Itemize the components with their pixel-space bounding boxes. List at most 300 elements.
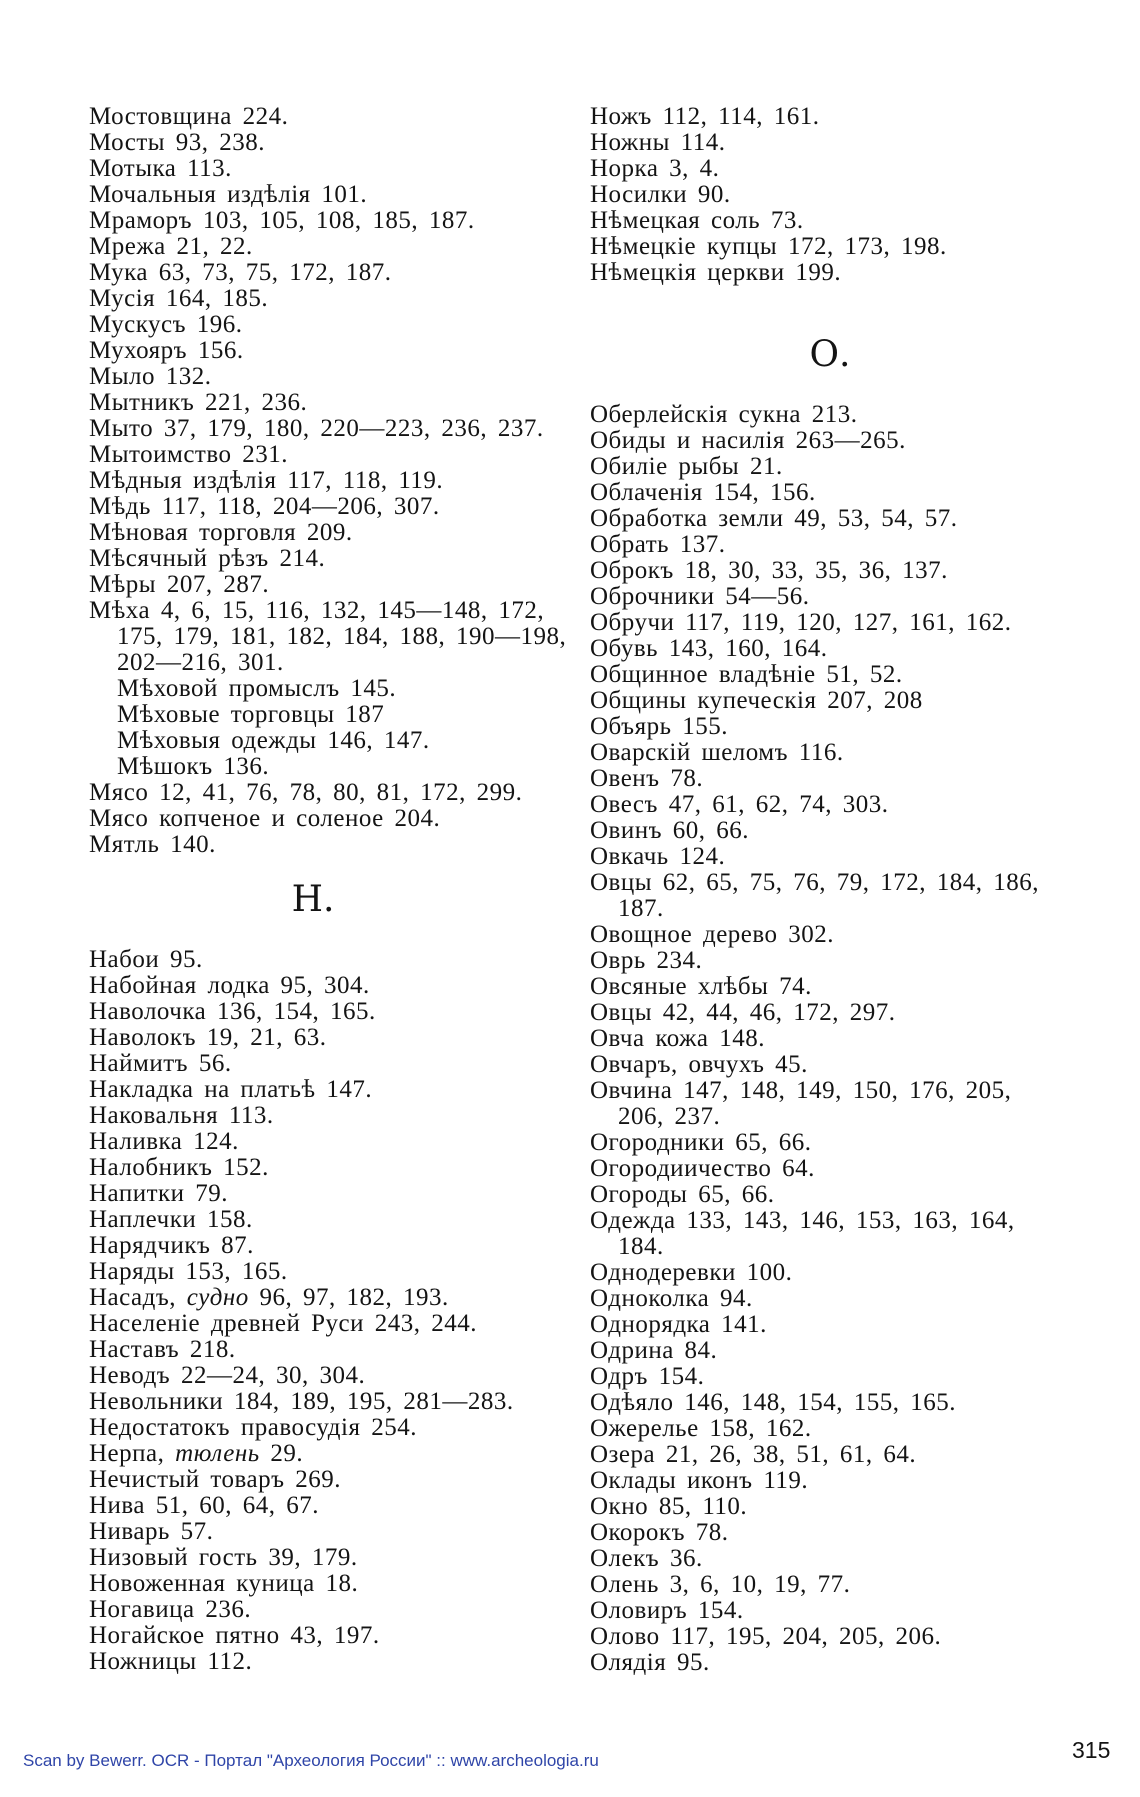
entry-text: Овинъ 60, 66. <box>590 817 750 844</box>
index-entry <box>590 1286 1039 1312</box>
entry-text: Мочальныя издѣлія 101. <box>89 181 368 208</box>
entry-line <box>89 1545 514 1571</box>
entry-text: Мѣшокъ 136. <box>117 753 270 780</box>
entry-text: Мыло 132. <box>89 363 212 390</box>
index-entry <box>89 1077 514 1103</box>
entry-text: Мука 63, 73, 75, 172, 187. <box>89 259 392 286</box>
index-entry <box>89 999 514 1025</box>
entry-text: Овсяные хлѣбы 74. <box>590 973 812 1000</box>
index-subentry <box>89 676 566 702</box>
entry-line <box>590 714 1039 740</box>
scan-credit: Scan by Bewerr. OCR - Портал "Археология России" :: www.archeologia.ru <box>23 1751 599 1770</box>
entry-line <box>89 130 566 156</box>
index-entry <box>89 1181 514 1207</box>
entry-text: Овощное дерево 302. <box>590 921 835 948</box>
entry-text: Мрежа 21, 22. <box>89 233 253 260</box>
index-entry <box>89 520 566 546</box>
entry-text: Нѣмецкія церкви 199. <box>590 259 842 286</box>
entry-line <box>89 286 566 312</box>
entry-line <box>590 636 1039 662</box>
entry-line <box>590 558 1039 584</box>
entry-text: Оброчники 54—56. <box>590 583 810 610</box>
entry-text: Одноколка 94. <box>590 1285 753 1312</box>
entry-text: Новоженная куница 18. <box>89 1570 359 1597</box>
entry-line: Одежда 133, 143, 146, 153, 163, 164, <box>590 1207 1015 1234</box>
entry-text: Ногавица 236. <box>89 1596 252 1623</box>
entry-text: Обувь 143, 160, 164. <box>590 635 828 662</box>
index-entry <box>590 1000 1039 1026</box>
index-entry <box>590 1312 1039 1338</box>
entry-text: Мыто 37, 179, 180, 220—223, 236, 237. <box>89 415 544 442</box>
index-entry <box>89 312 566 338</box>
index-entry <box>590 1052 1039 1078</box>
index-entry <box>89 234 566 260</box>
entry-text: Объярь 155. <box>590 713 728 740</box>
entry-text: Наймитъ 56. <box>89 1050 232 1077</box>
index-entry <box>89 947 514 973</box>
entry-text: Мѣры 207, 287. <box>89 571 270 598</box>
entry-line <box>89 338 566 364</box>
entry-line <box>89 468 566 494</box>
index-entry <box>89 468 566 494</box>
entry-text: Овча кожа 148. <box>590 1025 765 1052</box>
entry-line <box>89 999 514 1025</box>
entry-line <box>590 1572 1039 1598</box>
entry-text: Мясо 12, 41, 76, 78, 80, 81, 172, 299. <box>89 779 523 806</box>
entry-line <box>89 1519 514 1545</box>
index-entry <box>590 402 1039 428</box>
entry-line <box>89 312 566 338</box>
entry-text: Оброкъ 18, 30, 33, 35, 36, 137. <box>590 557 948 584</box>
index-entry <box>590 1208 1039 1260</box>
entry-line: Овчина 147, 148, 149, 150, 176, 205, <box>590 1077 1012 1104</box>
index-entry <box>590 532 1039 558</box>
entry-continuation-line: 206, 237. <box>618 1103 721 1130</box>
entry-line <box>89 947 514 973</box>
index-entry <box>590 1650 1039 1676</box>
entry-line <box>590 506 1039 532</box>
entry-continuation-line: 175, 179, 181, 182, 184, 188, 190—198, <box>117 623 567 650</box>
entry-text: Носилки 90. <box>590 181 731 208</box>
entry-line <box>590 1598 1039 1624</box>
index-entry <box>89 1389 514 1415</box>
entry-line <box>590 766 1039 792</box>
entry-text: Обиліе рыбы 21. <box>590 453 783 480</box>
entry-line <box>590 792 1039 818</box>
index-entry <box>590 182 947 208</box>
index-entry <box>590 948 1039 974</box>
entry-text: Нѣмецкіе купцы 172, 173, 198. <box>590 233 947 260</box>
entry-text: Наплечки 158. <box>89 1206 253 1233</box>
entry-line <box>590 1260 1039 1286</box>
entry-line <box>590 948 1039 974</box>
index-entry <box>590 1026 1039 1052</box>
index-entry <box>89 260 566 286</box>
entry-text: Мясо копченое и соленое 204. <box>89 805 441 832</box>
entry-text: Мосты 93, 238. <box>89 129 266 156</box>
entry-line <box>590 1312 1039 1338</box>
index-entry <box>89 572 566 598</box>
index-entry <box>590 636 1039 662</box>
entry-text: Мятль 140. <box>89 831 216 858</box>
entry-text: Нерпа, <box>89 1440 176 1467</box>
entry-line <box>590 610 1039 636</box>
index-entry <box>590 1624 1039 1650</box>
entry-text: Олекъ 36. <box>590 1545 703 1572</box>
entry-line <box>89 546 566 572</box>
entry-text: Огородники 65, 66. <box>590 1129 812 1156</box>
entry-line <box>89 1051 514 1077</box>
entry-text: Набойная лодка 95, 304. <box>89 972 370 999</box>
index-subentry <box>89 728 566 754</box>
entry-text: Озера 21, 26, 38, 51, 61, 64. <box>590 1441 917 1468</box>
entry-text: Овцы 42, 44, 46, 172, 297. <box>590 999 896 1026</box>
index-entry <box>89 1207 514 1233</box>
entry-list <box>590 402 1039 1676</box>
entry-continuation-line: 202—216, 301. <box>117 649 284 676</box>
entry-line <box>89 1259 514 1285</box>
entry-text: Насадъ, <box>89 1284 187 1311</box>
index-entry <box>89 1441 514 1467</box>
entry-line <box>590 182 947 208</box>
entry-line <box>590 260 947 286</box>
entry-text: Одрина 84. <box>590 1337 718 1364</box>
entry-line <box>590 104 947 130</box>
section-o <box>590 402 1039 1676</box>
index-entry <box>89 1545 514 1571</box>
entry-list <box>89 947 514 1675</box>
index-entry <box>89 1467 514 1493</box>
entry-line <box>89 1623 514 1649</box>
entry-line <box>590 428 1039 454</box>
entry-text: Мѣдныя издѣлія 117, 118, 119. <box>89 467 444 494</box>
entry-text: Набои 95. <box>89 946 203 973</box>
entry-text: Оварскій шеломъ 116. <box>590 739 844 766</box>
index-entry <box>590 1364 1039 1390</box>
entry-text: Норка 3, 4. <box>590 155 720 182</box>
entry-line <box>590 844 1039 870</box>
entry-line <box>89 1337 514 1363</box>
entry-line <box>89 1129 514 1155</box>
index-entry <box>590 922 1039 948</box>
entry-text: Нарядчикъ 87. <box>89 1232 254 1259</box>
index-entry <box>89 546 566 572</box>
entry-line <box>89 1285 514 1311</box>
entry-text: Овчаръ, овчухъ 45. <box>590 1051 808 1078</box>
entry-text: Населеніе древней Руси 243, 244. <box>89 1310 477 1337</box>
entry-text: Наряды 153, 165. <box>89 1258 288 1285</box>
entry-text: Неводъ 22—24, 30, 304. <box>89 1362 366 1389</box>
index-entry <box>590 1572 1039 1598</box>
index-entry <box>89 1129 514 1155</box>
index-entry <box>89 1623 514 1649</box>
entry-line <box>590 1442 1039 1468</box>
entry-text: Мытникъ 221, 236. <box>89 389 308 416</box>
entry-line <box>89 104 566 130</box>
entry-text: Овенъ 78. <box>590 765 704 792</box>
entry-line <box>89 832 566 858</box>
index-entry <box>590 766 1039 792</box>
index-entry <box>89 182 566 208</box>
index-entry <box>590 1156 1039 1182</box>
entry-line <box>590 1000 1039 1026</box>
index-entry <box>590 454 1039 480</box>
entry-text: Мотыка 113. <box>89 155 232 182</box>
entry-line <box>89 1233 514 1259</box>
entry-line <box>89 702 566 728</box>
index-entry <box>590 688 1039 714</box>
index-entry <box>89 364 566 390</box>
index-entry <box>590 1338 1039 1364</box>
entry-text: Наволокъ 19, 21, 63. <box>89 1024 327 1051</box>
entry-line <box>89 442 566 468</box>
index-entry <box>590 558 1039 584</box>
index-entry <box>89 1337 514 1363</box>
entry-text: Наставъ 218. <box>89 1336 236 1363</box>
index-entry <box>590 130 947 156</box>
entry-text: Однорядка 141. <box>590 1311 767 1338</box>
entry-line <box>89 1415 514 1441</box>
index-entry <box>590 610 1039 636</box>
entry-line <box>590 156 947 182</box>
entry-line <box>89 1103 514 1129</box>
entry-line <box>89 494 566 520</box>
entry-line <box>89 1649 514 1675</box>
index-entry <box>89 1519 514 1545</box>
index-entry <box>89 1051 514 1077</box>
index-entry <box>590 1260 1039 1286</box>
index-entry <box>89 1311 514 1337</box>
index-entry <box>89 598 566 676</box>
entry-line <box>89 572 566 598</box>
entry-line <box>89 1467 514 1493</box>
entry-line <box>590 662 1039 688</box>
entry-line <box>89 390 566 416</box>
entry-text: Мѣсячный рѣзъ 214. <box>89 545 326 572</box>
entry-text: Общинное владѣніе 51, 52. <box>590 661 903 688</box>
entry-text: Мѣховые торговцы 187 <box>117 701 385 728</box>
entry-line: Овцы 62, 65, 75, 76, 79, 172, 184, 186, <box>590 869 1040 896</box>
entry-text: Нѣмецкая соль 73. <box>590 207 804 234</box>
index-entry <box>89 208 566 234</box>
index-entry <box>590 1130 1039 1156</box>
entry-line <box>89 1181 514 1207</box>
entry-text: Накладка на платьѣ 147. <box>89 1076 373 1103</box>
index-entry <box>590 104 947 130</box>
entry-line <box>89 364 566 390</box>
index-entry <box>590 1494 1039 1520</box>
index-entry <box>89 286 566 312</box>
entry-line <box>590 1468 1039 1494</box>
entry-line <box>590 1286 1039 1312</box>
entry-text-after: 29. <box>259 1440 304 1467</box>
entry-line <box>590 454 1039 480</box>
entry-text: Обиды и насилія 263—265. <box>590 427 906 454</box>
entry-line <box>89 1389 514 1415</box>
index-entry <box>590 1416 1039 1442</box>
index-entry <box>89 1363 514 1389</box>
entry-text: Овкачь 124. <box>590 843 726 870</box>
entry-line <box>89 1363 514 1389</box>
index-entry <box>89 780 566 806</box>
entry-text: Мостовщина 224. <box>89 103 289 130</box>
entry-line <box>89 156 566 182</box>
index-entry <box>89 442 566 468</box>
index-entry <box>590 428 1039 454</box>
entry-list <box>89 104 566 858</box>
entry-text: Одръ 154. <box>590 1363 705 1390</box>
index-subentry <box>89 754 566 780</box>
entry-line <box>89 416 566 442</box>
entry-line <box>89 182 566 208</box>
entry-line <box>89 754 566 780</box>
index-entry <box>590 1078 1039 1130</box>
index-entry <box>590 260 947 286</box>
entry-text: Огородиичество 64. <box>590 1155 815 1182</box>
entry-line <box>89 234 566 260</box>
index-entry <box>89 1259 514 1285</box>
index-entry <box>590 1598 1039 1624</box>
index-entry <box>89 1649 514 1675</box>
entry-text: Напитки 79. <box>89 1180 229 1207</box>
index-entry <box>590 1182 1039 1208</box>
entry-line <box>89 260 566 286</box>
index-entry <box>590 234 947 260</box>
entry-text: Мѣховой промыслъ 145. <box>117 675 397 702</box>
index-entry <box>590 844 1039 870</box>
index-entry <box>590 1442 1039 1468</box>
entry-text: Мусія 164, 185. <box>89 285 269 312</box>
entry-text: Наковальня 113. <box>89 1102 274 1129</box>
entry-text: Мытоимство 231. <box>89 441 288 468</box>
entry-text: Наливка 124. <box>89 1128 239 1155</box>
entry-text: Ножъ 112, 114, 161. <box>590 103 820 130</box>
index-entry <box>89 1025 514 1051</box>
entry-line <box>89 728 566 754</box>
index-entry <box>590 584 1039 610</box>
entry-line <box>590 234 947 260</box>
entry-line <box>89 973 514 999</box>
index-entry <box>89 806 566 832</box>
entry-line <box>89 1597 514 1623</box>
index-entry <box>590 870 1039 922</box>
index-entry <box>89 832 566 858</box>
index-entry <box>89 1155 514 1181</box>
entry-line <box>590 1520 1039 1546</box>
entry-text: Ножны 114. <box>590 129 726 156</box>
entry-line <box>89 1493 514 1519</box>
entry-text: Невольники 184, 189, 195, 281—283. <box>89 1388 514 1415</box>
entry-line: Мѣха 4, 6, 15, 116, 132, 145—148, 172, <box>89 597 545 624</box>
entry-line <box>590 130 947 156</box>
index-entry <box>590 208 947 234</box>
entry-line <box>590 1546 1039 1572</box>
entry-line <box>89 1571 514 1597</box>
entry-line <box>89 1155 514 1181</box>
section-heading-o: О. <box>809 334 851 375</box>
index-entry <box>89 1233 514 1259</box>
entry-text: Оврь 234. <box>590 947 703 974</box>
entry-text: Ожерелье 158, 162. <box>590 1415 812 1442</box>
index-entry <box>590 506 1039 532</box>
entry-line <box>590 1338 1039 1364</box>
entry-text: Низовый гость 39, 179. <box>89 1544 358 1571</box>
entry-text: Олядія 95. <box>590 1649 710 1676</box>
entry-line <box>89 806 566 832</box>
entry-line <box>89 520 566 546</box>
entry-line <box>89 208 566 234</box>
entry-line <box>590 1052 1039 1078</box>
entry-line <box>590 208 947 234</box>
entry-text: Нива 51, 60, 64, 67. <box>89 1492 320 1519</box>
index-entry <box>89 130 566 156</box>
entry-text: Обработка земли 49, 53, 54, 57. <box>590 505 958 532</box>
section-n <box>89 947 514 1675</box>
entry-line <box>590 1156 1039 1182</box>
index-entry <box>590 1520 1039 1546</box>
entry-text: Олово 117, 195, 204, 205, 206. <box>590 1623 942 1650</box>
entry-text: Мускусъ 196. <box>89 311 243 338</box>
entry-line <box>590 1650 1039 1676</box>
entry-text: Огороды 65, 66. <box>590 1181 775 1208</box>
entry-line <box>590 1130 1039 1156</box>
entry-line <box>89 676 566 702</box>
entry-text: Ногайское пятно 43, 197. <box>89 1622 380 1649</box>
entry-text: Мѣновая торговля 209. <box>89 519 353 546</box>
index-entry <box>590 662 1039 688</box>
section-m-continued <box>89 104 566 858</box>
entry-text: Нечистый товаръ 269. <box>89 1466 342 1493</box>
index-entry <box>89 1103 514 1129</box>
index-entry <box>590 740 1039 766</box>
entry-text: Мѣховыя одежды 146, 147. <box>117 727 430 754</box>
index-entry <box>590 1468 1039 1494</box>
index-entry <box>89 416 566 442</box>
entry-continuation-line: 184. <box>618 1233 664 1260</box>
entry-line <box>89 1077 514 1103</box>
entry-line <box>590 532 1039 558</box>
index-entry <box>590 480 1039 506</box>
entry-line <box>89 780 566 806</box>
entry-text: Одѣяло 146, 148, 154, 155, 165. <box>590 1389 956 1416</box>
index-entry <box>89 390 566 416</box>
entry-text: Обрать 137. <box>590 531 726 558</box>
entry-text: Ножницы 112. <box>89 1648 253 1675</box>
entry-line <box>590 1416 1039 1442</box>
entry-text: Мраморъ 103, 105, 108, 185, 187. <box>89 207 475 234</box>
entry-text: Недостатокъ правосудія 254. <box>89 1414 417 1441</box>
entry-line <box>590 688 1039 714</box>
entry-list <box>590 104 947 286</box>
section-n-continued <box>590 104 947 286</box>
entry-line <box>89 1207 514 1233</box>
entry-line <box>590 1624 1039 1650</box>
entry-italic-gloss: судно <box>186 1284 249 1311</box>
index-entry <box>89 973 514 999</box>
index-entry <box>89 1285 514 1311</box>
entry-text: Ниварь 57. <box>89 1518 214 1545</box>
entry-text: Общины купеческія 207, 208 <box>590 687 923 714</box>
index-entry <box>89 1597 514 1623</box>
index-entry <box>89 1571 514 1597</box>
index-entry <box>590 974 1039 1000</box>
entry-line <box>89 1025 514 1051</box>
entry-line <box>590 818 1039 844</box>
index-entry <box>89 1415 514 1441</box>
entry-text: Мѣдь 117, 118, 204—206, 307. <box>89 493 440 520</box>
entry-line <box>590 922 1039 948</box>
entry-line <box>590 480 1039 506</box>
